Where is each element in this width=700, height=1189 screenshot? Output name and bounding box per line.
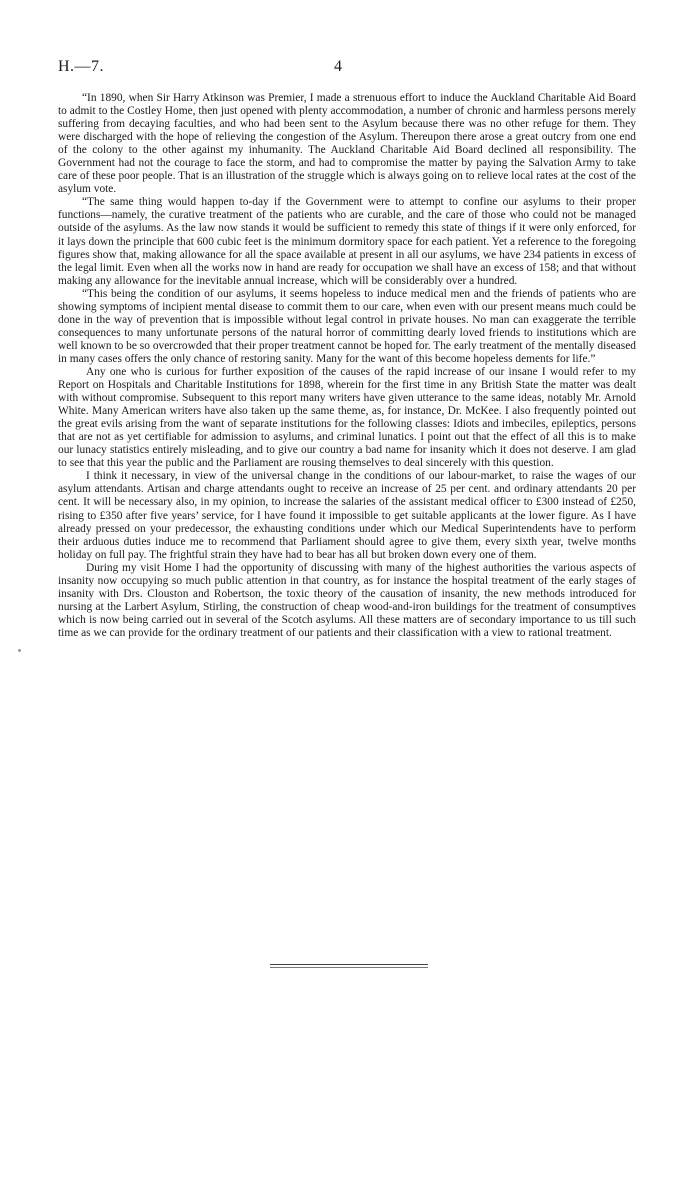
page-number: 4: [334, 58, 342, 75]
paragraph-1890-costley-home: “In 1890, when Sir Harry Atkinson was Premier, I made a strenuous effort to induce the Auckland Charitable Aid Board to admit to the Costley Home, then just opened with plenty accommodation, a number of chronic and harmless persons merely suffering from decaying faculties, and who had been sent to the Asylum because there was no other refuge for them. They were discharged with the hope of relieving the congestion of the Asylum. Thereupon there arose a great outcry from one end of the colony to the other against my inhumanity. The Auckland Charitable Aid Board declined all responsibility. The Government had not the courage to face the storm, and had to compromise the matter by paying the Salvation Army to take care of these poor people. That is an illustration of the struggle which is always going on to relieve local rates at the cost of the asylum vote.: [58, 92, 636, 196]
document-reference: H.—7.: [58, 58, 105, 75]
margin-dot: [18, 649, 21, 652]
paragraph-condition-of-asylums: “This being the condition of our asylums, it seems hopeless to induce medical men and the friends of patients who are showing symptoms of incipient mental disease to commit them to our care, when even with our present means much could be done in the way of prevention that is impossible without legal control in private houses. No man can exaggerate the terrible consequences to many unfortunate persons of the natural horror of committing dearly loved friends to institutions which are well known to be so overcrowded that their proper treatment cannot be hoped for. The early treatment of the mentally diseased in many cases offers the only chance of restoring sanity. Many for the want of this become hopeless dements for life.”: [58, 287, 636, 365]
page-header: [58, 58, 652, 78]
paragraph-visit-home: During my visit Home I had the opportunity of discussing with many of the highest authorities the various aspects of insanity now occupying so much public attention in that country, as for instance the hospital treatment of the early stages of insanity with Drs. Clouston and Robertson, the toxic theory of the causation of insanity, the new methods introduced for nursing at the Larbert Asylum, Stirling, the construction of cheap wood-and-iron buildings for the treatment of consumptives which is now being carried out in several of the Scotch asylums. All these matters are of secondary importance to us till such time as we can provide for the ordinary treatment of our patients and their classification with a view to rational treatment.: [58, 561, 636, 639]
closing-rule: [270, 964, 428, 965]
paragraph-causes-of-increase: Any one who is curious for further exposition of the causes of the rapid increase of our insane I would refer to my Report on Hospitals and Charitable Institutions for 1898, wherein for the first time in any British State the matter was dealt with without compromise. Subsequent to this report many writers have given utterance to the same ideas, notably Mr. Arnold White. Many American writers have also taken up the same theme, as, for instance, Dr. McKee. I also frequently pointed out the great evils arising from the want of separate institutions for the following classes: Idiots and imbeciles, epileptics, persons that are not as yet certifiable for admission to asylums, and criminal lunatics. I point out that the effect of all this is to make our lunacy statistics entirely misleading, and to give our country a bad name for insanity which it does not deserve. I am glad to see that this year the public and the Parliament are rousing themselves to deal sincerely with this question.: [58, 365, 636, 470]
paragraph-asylum-functions: “The same thing would happen to-day if the Government were to attempt to confine our asylums to their proper functions—namely, the curative treatment of the patients who are curable, and the care of those who could not be managed outside of the asylums. As the law now stands it would be sufficient to remedy this state of things if it were only enforced, for it lays down the principle that 600 cubic feet is the minimum dormitory space for each patient. Yet a reference to the foregoing figures show that, making allowance for all the space available at present in all our asylums, we have 234 patients in excess of the legal limit. Even when all the works now in hand are ready for occupation we shall have an excess of 158; and that without making any allowance for the inevitable annual increase, which will be considerably over a hundred.: [58, 196, 636, 287]
body-text: [58, 92, 636, 640]
closing-rule-lower: [270, 967, 428, 968]
paragraph-attendant-wages: I think it necessary, in view of the universal change in the conditions of our labour-market, to raise the wages of our asylum attendants. Artisan and charge attendants ought to receive an increase of 25 per cent. and ordinary attendants 20 per cent. It will be necessary also, in my opinion, to increase the salaries of the assistant medical officer to £300 instead of £250, rising to £350 after five years’ service, for I have found it impossible to get suitable applicants at the lower figure. As I have already pressed on your predecessor, the exhausting conditions under which our Medical Superintendents have to perform their arduous duties induce me to recommend that Parliament should agree to give them, every sixth year, twelve months holiday on full pay. The frightful strain they have had to bear has all but broken down every one of them.: [58, 470, 636, 561]
